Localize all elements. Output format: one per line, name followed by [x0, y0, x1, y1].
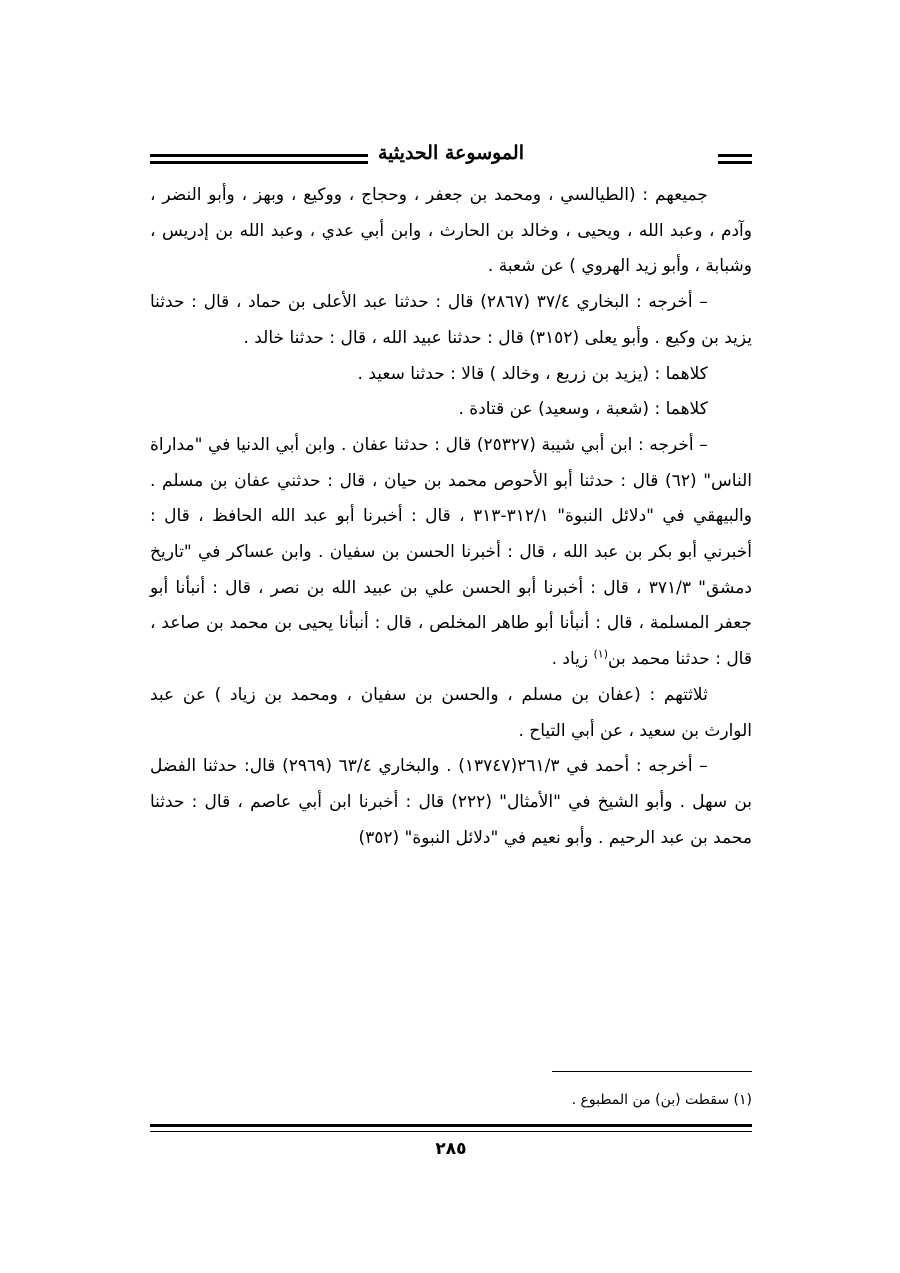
- paragraph: [150, 428, 752, 678]
- body-text: [150, 178, 752, 856]
- paragraph: – أخرجه : البخاري ٣٧/٤ (٢٨٦٧) قال : حدثنا عبد الأعلى بن حماد ، قال : حدثنا يزيد بن وكيع . وأبو يعلى (٣١٥٢) قال : حدثنا عبيد الله ، قال : حدثنا خالد .: [150, 292, 752, 348]
- paragraph: – أخرجه : أحمد في ٢٦١/٣(١٣٧٤٧) . والبخاري ٦٣/٤ (٢٩٦٩) قال: حدثنا الفضل بن سهل . وأبو الشيخ في "الأمثال" (٢٢٢) قال : أخبرنا ابن أبي عاصم ، قال : حدثنا محمد بن عبد الرحيم . وأبو نعيم في "دلائل النبوة" (٣٥٢): [150, 756, 752, 848]
- footnote-marker: (١): [593, 647, 609, 661]
- paragraph-text: – أخرجه : ابن أبي شيبة (٢٥٣٢٧) قال : حدثنا عفان . وابن أبي الدنيا في "مداراة الناس" (٦٢) قال : حدثنا أبو الأحوص محمد بن حيان ، قال : حدثني عفان بن مسلم . والبيهقي في "دلائل النبوة" ٣١٢/١-٣١٣ ، قال : أخبرنا أبو عبد الله الحافظ ، قال : أخبرني أبو بكر بن عبد الله ، قال : أخبرنا الحسن بن سفيان . وابن عساكر في "تاريخ دمشق" ٣٧١/٣ ، قال : أخبرنا أبو الحسن علي بن عبيد الله بن نصر ، قال : أنبأنا أبو جعفر المسلمة ، قال : أنبأنا أبو طاهر المخلص ، قال : أنبأنا يحيى بن محمد بن صاعد ، قال : حدثنا محمد بن: [150, 434, 752, 670]
- header-rule-long: [150, 154, 518, 164]
- page-number: ٢٨٥: [435, 1139, 467, 1159]
- footer-rule: [150, 1124, 752, 1132]
- document-page: [150, 140, 752, 1170]
- paragraph-tail: زياد .: [551, 649, 594, 670]
- footnote: (١) سقطت (بن) من المطبوع .: [571, 1092, 752, 1108]
- header-title: الموسوعة الحديثية: [368, 142, 534, 164]
- paragraph: جميعهم : (الطيالسي ، ومحمد بن جعفر ، وحجاج ، ووكيع ، وبهز ، وأبو النضر ، وآدم ، وعبد الله ، ويحيى ، وخالد بن الحارث ، وابن أبي عدي ، وعبد الله بن إدريس ، وشبابة ، وأبو زيد الهروي ) عن شعبة .: [150, 185, 752, 277]
- paragraph: ثلاثتهم : (عفان بن مسلم ، والحسن بن سفيان ، ومحمد بن زياد ) عن عبد الوارث بن سعيد ، عن أبي التياح .: [150, 684, 752, 741]
- page-header: [150, 140, 752, 176]
- paragraph: كلاهما : (شعبة ، وسعيد) عن قتادة .: [458, 399, 708, 420]
- header-rule-short: [718, 154, 752, 164]
- footnote-separator: [552, 1071, 752, 1072]
- paragraph: كلاهما : (يزيد بن زريع ، وخالد ) قالا : حدثنا سعيد .: [357, 363, 708, 384]
